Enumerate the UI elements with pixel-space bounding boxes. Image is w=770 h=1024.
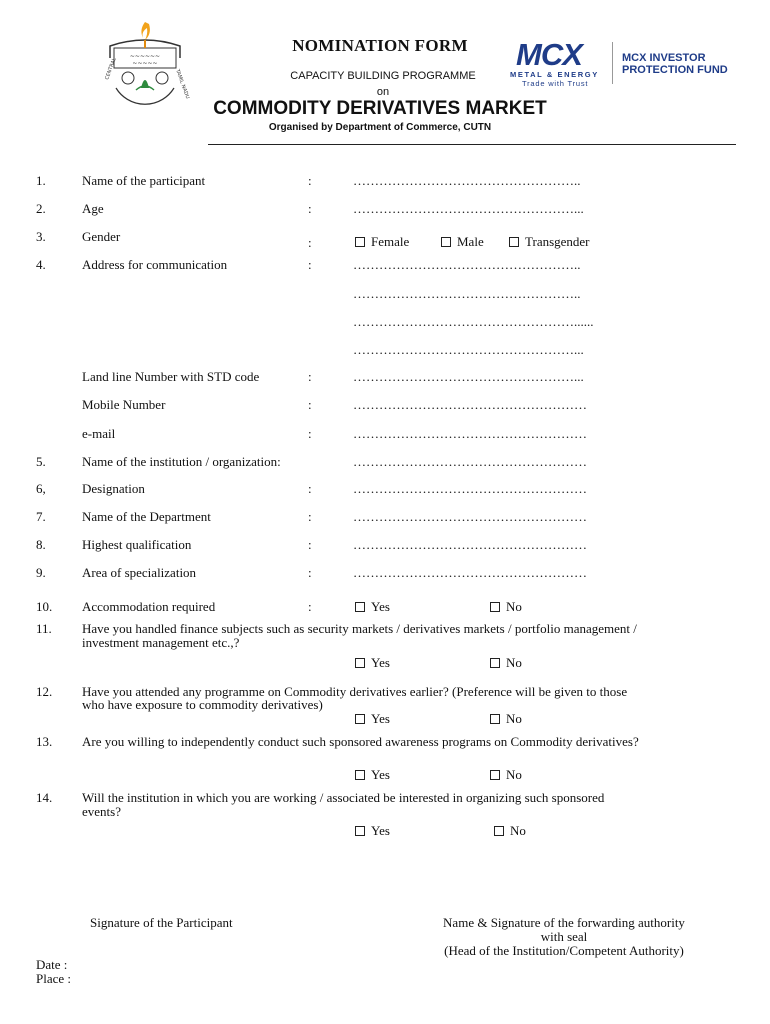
programme-on: on bbox=[376, 86, 390, 98]
ipf-logo-line2: PROTECTION FUND bbox=[622, 64, 728, 76]
ipf-logo-line1: MCX INVESTOR bbox=[622, 52, 706, 64]
checkbox-icon bbox=[490, 602, 500, 612]
field-colon: : bbox=[308, 397, 312, 412]
option-label: Female bbox=[371, 234, 410, 249]
option-label: Yes bbox=[371, 711, 390, 726]
q12-yes-option[interactable] bbox=[355, 711, 390, 727]
field-num: 6, bbox=[36, 481, 46, 496]
field-num: 2. bbox=[36, 201, 46, 216]
q12-no-option[interactable] bbox=[490, 711, 522, 727]
checkbox-icon bbox=[355, 714, 365, 724]
field-num: 13. bbox=[36, 734, 53, 749]
option-label: No bbox=[506, 655, 522, 670]
question-text: who have exposure to commodity derivatives) bbox=[82, 697, 323, 712]
authority-signature-label: with seal bbox=[540, 929, 588, 944]
q11-no-option[interactable] bbox=[490, 655, 522, 671]
email-field[interactable]: ……………………………………………… bbox=[353, 426, 587, 441]
option-label: No bbox=[510, 823, 526, 838]
field-label: Name of the institution / organization: bbox=[82, 454, 281, 469]
field-colon: : bbox=[308, 257, 312, 272]
field-num: 8. bbox=[36, 537, 46, 552]
field-colon: : bbox=[308, 369, 312, 384]
address-field-line[interactable]: ……………………………………………...... bbox=[353, 314, 594, 329]
field-label: Age bbox=[82, 201, 104, 216]
mcx-sub2: Trade with Trust bbox=[522, 79, 589, 88]
field-label: Name of the participant bbox=[82, 173, 206, 188]
field-num: 1. bbox=[36, 173, 46, 188]
field-colon: : bbox=[308, 565, 312, 580]
address-field-line[interactable]: …………………………………………….. bbox=[353, 257, 581, 272]
field-label: Highest qualification bbox=[82, 537, 192, 552]
main-title: COMMODITY DERIVATIVES MARKET bbox=[213, 98, 547, 119]
header-rule bbox=[208, 144, 736, 145]
q13-yes-option[interactable] bbox=[355, 767, 390, 783]
question-text: Have you attended any programme on Commodity derivatives earlier? (Preference will be given to those bbox=[82, 684, 628, 699]
field-num: 10. bbox=[36, 599, 53, 614]
checkbox-icon bbox=[490, 770, 500, 780]
field-num: 4. bbox=[36, 257, 46, 272]
field-num: 7. bbox=[36, 509, 46, 524]
checkbox-icon bbox=[490, 658, 500, 668]
question-text: Are you willing to independently conduct such sponsored awareness programs on Commodity derivatives? bbox=[82, 734, 639, 749]
svg-text:CENTRAL: CENTRAL bbox=[104, 57, 118, 81]
participant-signature-label: Signature of the Participant bbox=[90, 915, 233, 930]
field-label: e-mail bbox=[82, 426, 116, 441]
programme-title: CAPACITY BUILDING PROGRAMME bbox=[290, 70, 476, 82]
mcx-logo-text: MCX bbox=[516, 37, 582, 72]
field-colon: : bbox=[308, 426, 312, 441]
checkbox-icon bbox=[355, 826, 365, 836]
option-label: No bbox=[506, 711, 522, 726]
q14-yes-option[interactable] bbox=[355, 823, 390, 839]
q11-yes-option[interactable] bbox=[355, 655, 390, 671]
form-title: NOMINATION FORM bbox=[292, 36, 468, 55]
qualification-field[interactable]: ……………………………………………… bbox=[353, 537, 587, 552]
field-num: 5. bbox=[36, 454, 46, 469]
option-label: Yes bbox=[371, 599, 390, 614]
address-field-line[interactable]: ……………………………………………... bbox=[353, 342, 584, 357]
field-label: Area of specialization bbox=[82, 565, 197, 580]
checkbox-icon bbox=[494, 826, 504, 836]
option-label: Yes bbox=[371, 655, 390, 670]
date-field[interactable]: Date : bbox=[36, 957, 68, 972]
checkbox-icon bbox=[509, 237, 519, 247]
svg-text:~~~~~: ~~~~~ bbox=[132, 60, 158, 67]
field-num: 3. bbox=[36, 229, 46, 244]
address-field-line[interactable]: …………………………………………….. bbox=[353, 286, 581, 301]
question-text: events? bbox=[82, 804, 121, 819]
field-colon: : bbox=[308, 481, 312, 496]
checkbox-icon bbox=[441, 237, 451, 247]
field-label: Land line Number with STD code bbox=[82, 369, 260, 384]
checkbox-icon bbox=[355, 602, 365, 612]
field-num: 11. bbox=[36, 621, 52, 636]
field-label: Gender bbox=[82, 229, 121, 244]
department-field[interactable]: ……………………………………………… bbox=[353, 509, 587, 524]
option-label: Male bbox=[457, 234, 484, 249]
landline-field[interactable]: ……………………………………………... bbox=[353, 369, 584, 384]
option-label: No bbox=[506, 767, 522, 782]
logo-divider bbox=[612, 42, 613, 84]
accommodation-yes-option[interactable] bbox=[355, 599, 390, 615]
option-label: No bbox=[506, 599, 522, 614]
field-num: 9. bbox=[36, 565, 46, 580]
mcx-sub1: METAL & ENERGY bbox=[510, 70, 599, 79]
svg-text:~~~~~~: ~~~~~~ bbox=[129, 53, 161, 60]
field-colon: : bbox=[308, 509, 312, 524]
gender-option-transgender[interactable] bbox=[509, 234, 590, 250]
place-field[interactable]: Place : bbox=[36, 971, 72, 986]
field-colon: : bbox=[308, 599, 312, 614]
q14-no-option[interactable] bbox=[494, 823, 526, 839]
question-text: Will the institution in which you are working / associated be interested in organizing such sponsored bbox=[82, 790, 605, 805]
field-num: 14. bbox=[36, 790, 53, 805]
field-num: 12. bbox=[36, 684, 53, 699]
field-colon: : bbox=[308, 173, 312, 188]
participant-name-field[interactable]: …………………………………………….. bbox=[353, 173, 581, 188]
gender-option-female[interactable] bbox=[355, 234, 409, 250]
field-label: Mobile Number bbox=[82, 397, 166, 412]
specialization-field[interactable]: ……………………………………………… bbox=[353, 565, 587, 580]
gender-option-male[interactable] bbox=[441, 234, 484, 250]
checkbox-icon bbox=[490, 714, 500, 724]
checkbox-icon bbox=[355, 658, 365, 668]
svg-text:TAMIL NADU: TAMIL NADU bbox=[174, 68, 191, 100]
field-colon: : bbox=[308, 235, 312, 250]
mobile-field[interactable]: ……………………………………………… bbox=[353, 397, 587, 412]
option-label: Transgender bbox=[525, 234, 590, 249]
question-text: Have you handled finance subjects such as security markets / derivatives markets / portfolio management / bbox=[82, 621, 637, 636]
q13-no-option[interactable] bbox=[490, 767, 522, 783]
checkbox-icon bbox=[355, 237, 365, 247]
authority-signature-label: Name & Signature of the forwarding authority bbox=[443, 915, 685, 930]
accommodation-no-option[interactable] bbox=[490, 599, 522, 615]
question-text: investment management etc.,? bbox=[82, 635, 240, 650]
age-field[interactable]: ……………………………………………... bbox=[353, 201, 584, 216]
field-label: Accommodation required bbox=[82, 599, 216, 614]
option-label: Yes bbox=[371, 767, 390, 782]
field-colon: : bbox=[308, 201, 312, 216]
university-seal-logo bbox=[96, 18, 194, 108]
field-colon: : bbox=[308, 537, 312, 552]
mcx-logo bbox=[508, 37, 608, 88]
field-label: Name of the Department bbox=[82, 509, 211, 524]
option-label: Yes bbox=[371, 823, 390, 838]
checkbox-icon bbox=[355, 770, 365, 780]
authority-signature-label: (Head of the Institution/Competent Authority) bbox=[444, 943, 684, 958]
field-label: Address for communication bbox=[82, 257, 228, 272]
field-label: Designation bbox=[82, 481, 145, 496]
institution-field[interactable]: ……………………………………………… bbox=[353, 454, 587, 469]
designation-field[interactable]: ……………………………………………… bbox=[353, 481, 587, 496]
organiser-line: Organised by Department of Commerce, CUTN bbox=[268, 122, 492, 133]
